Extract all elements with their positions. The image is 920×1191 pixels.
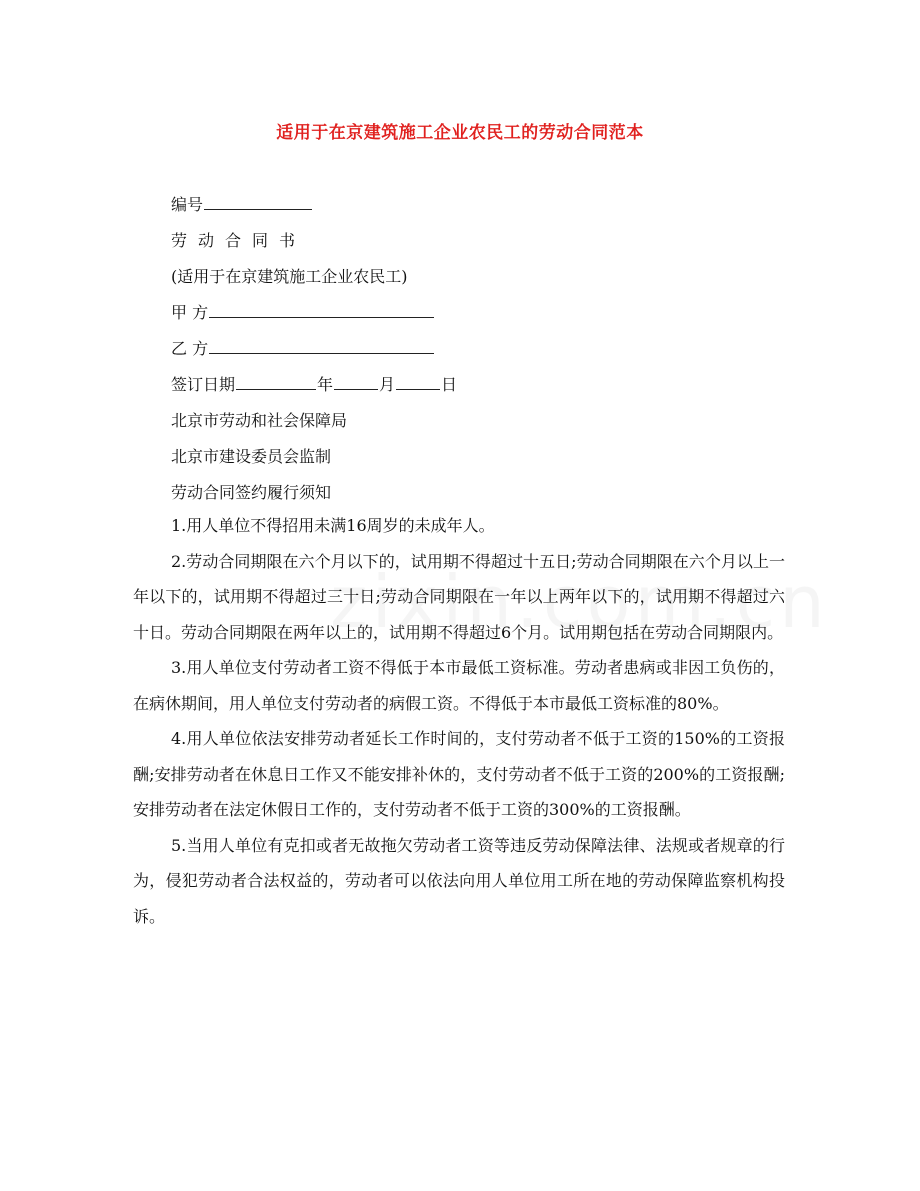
party-a-label: 甲 方	[171, 303, 209, 322]
sign-date-label: 签订日期	[171, 375, 236, 394]
day-blank	[396, 371, 440, 390]
notice-item-4: 4.用人单位依法安排劳动者延长工作时间的，支付劳动者不低于工资的150%的工资报酬;安排劳动者在休息日工作又不能安排补休的，支付劳动者不低于工资的200%的工资报酬;安排劳动者在法定休假日工作的，支付劳动者不低于工资的300%的工资报酬。	[133, 729, 785, 819]
issuer-line-2	[171, 442, 771, 478]
number-label: 编号	[171, 195, 204, 214]
number-line	[171, 190, 771, 226]
notice-item-3: 3.用人单位支付劳动者工资不得低于本市最低工资标准。劳动者患病或非因工负伤的，在病休期间，用人单位支付劳动者的病假工资。不得低于本市最低工资标准的80%。	[133, 658, 785, 713]
sign-date-line	[171, 370, 771, 406]
notice-item-2: 2.劳动合同期限在六个月以下的，试用期不得超过十五日;劳动合同期限在六个月以上一年以下的，试用期不得超过三十日;劳动合同期限在一年以上两年以下的，试用期不得超过六十日。劳动合同期限在两年以上的，试用期不得超过6个月。试用期包括在劳动合同期限内。	[133, 551, 785, 642]
doc-name: 劳动合同书	[171, 231, 307, 250]
issuer-1: 北京市劳动和社会保障局	[171, 411, 348, 430]
party-a-line	[171, 298, 771, 334]
contract-header-fields	[171, 190, 771, 514]
doc-name-line	[171, 226, 771, 262]
scope-text: (适用于在京建筑施工企业农民工)	[171, 267, 408, 286]
notice-heading: 劳动合同签约履行须知	[171, 483, 332, 502]
number-blank	[204, 191, 312, 210]
document-title: 适用于在京建筑施工企业农民工的劳动合同范本	[276, 123, 644, 143]
year-blank	[236, 371, 316, 390]
day-label: 日	[441, 375, 458, 394]
notice-item-5: 5.当用人单位有克扣或者无故拖欠劳动者工资等违反劳动保障法律、法规或者规章的行为，侵犯劳动者合法权益的，劳动者可以依法向用人单位用工所在地的劳动保障监察机构投诉。	[133, 835, 785, 926]
party-a-blank	[209, 299, 434, 318]
party-b-line	[171, 334, 771, 370]
issuer-line-1	[171, 406, 771, 442]
scope-line	[171, 262, 771, 298]
party-b-blank	[209, 335, 434, 354]
year-label: 年	[317, 375, 334, 394]
notice-item-1: 1.用人单位不得招用未满16周岁的未成年人。	[171, 516, 495, 535]
notice-body	[133, 508, 785, 934]
month-label: 月	[379, 375, 396, 394]
month-blank	[334, 371, 378, 390]
party-b-label: 乙 方	[171, 339, 209, 358]
issuer-2: 北京市建设委员会监制	[171, 447, 332, 466]
